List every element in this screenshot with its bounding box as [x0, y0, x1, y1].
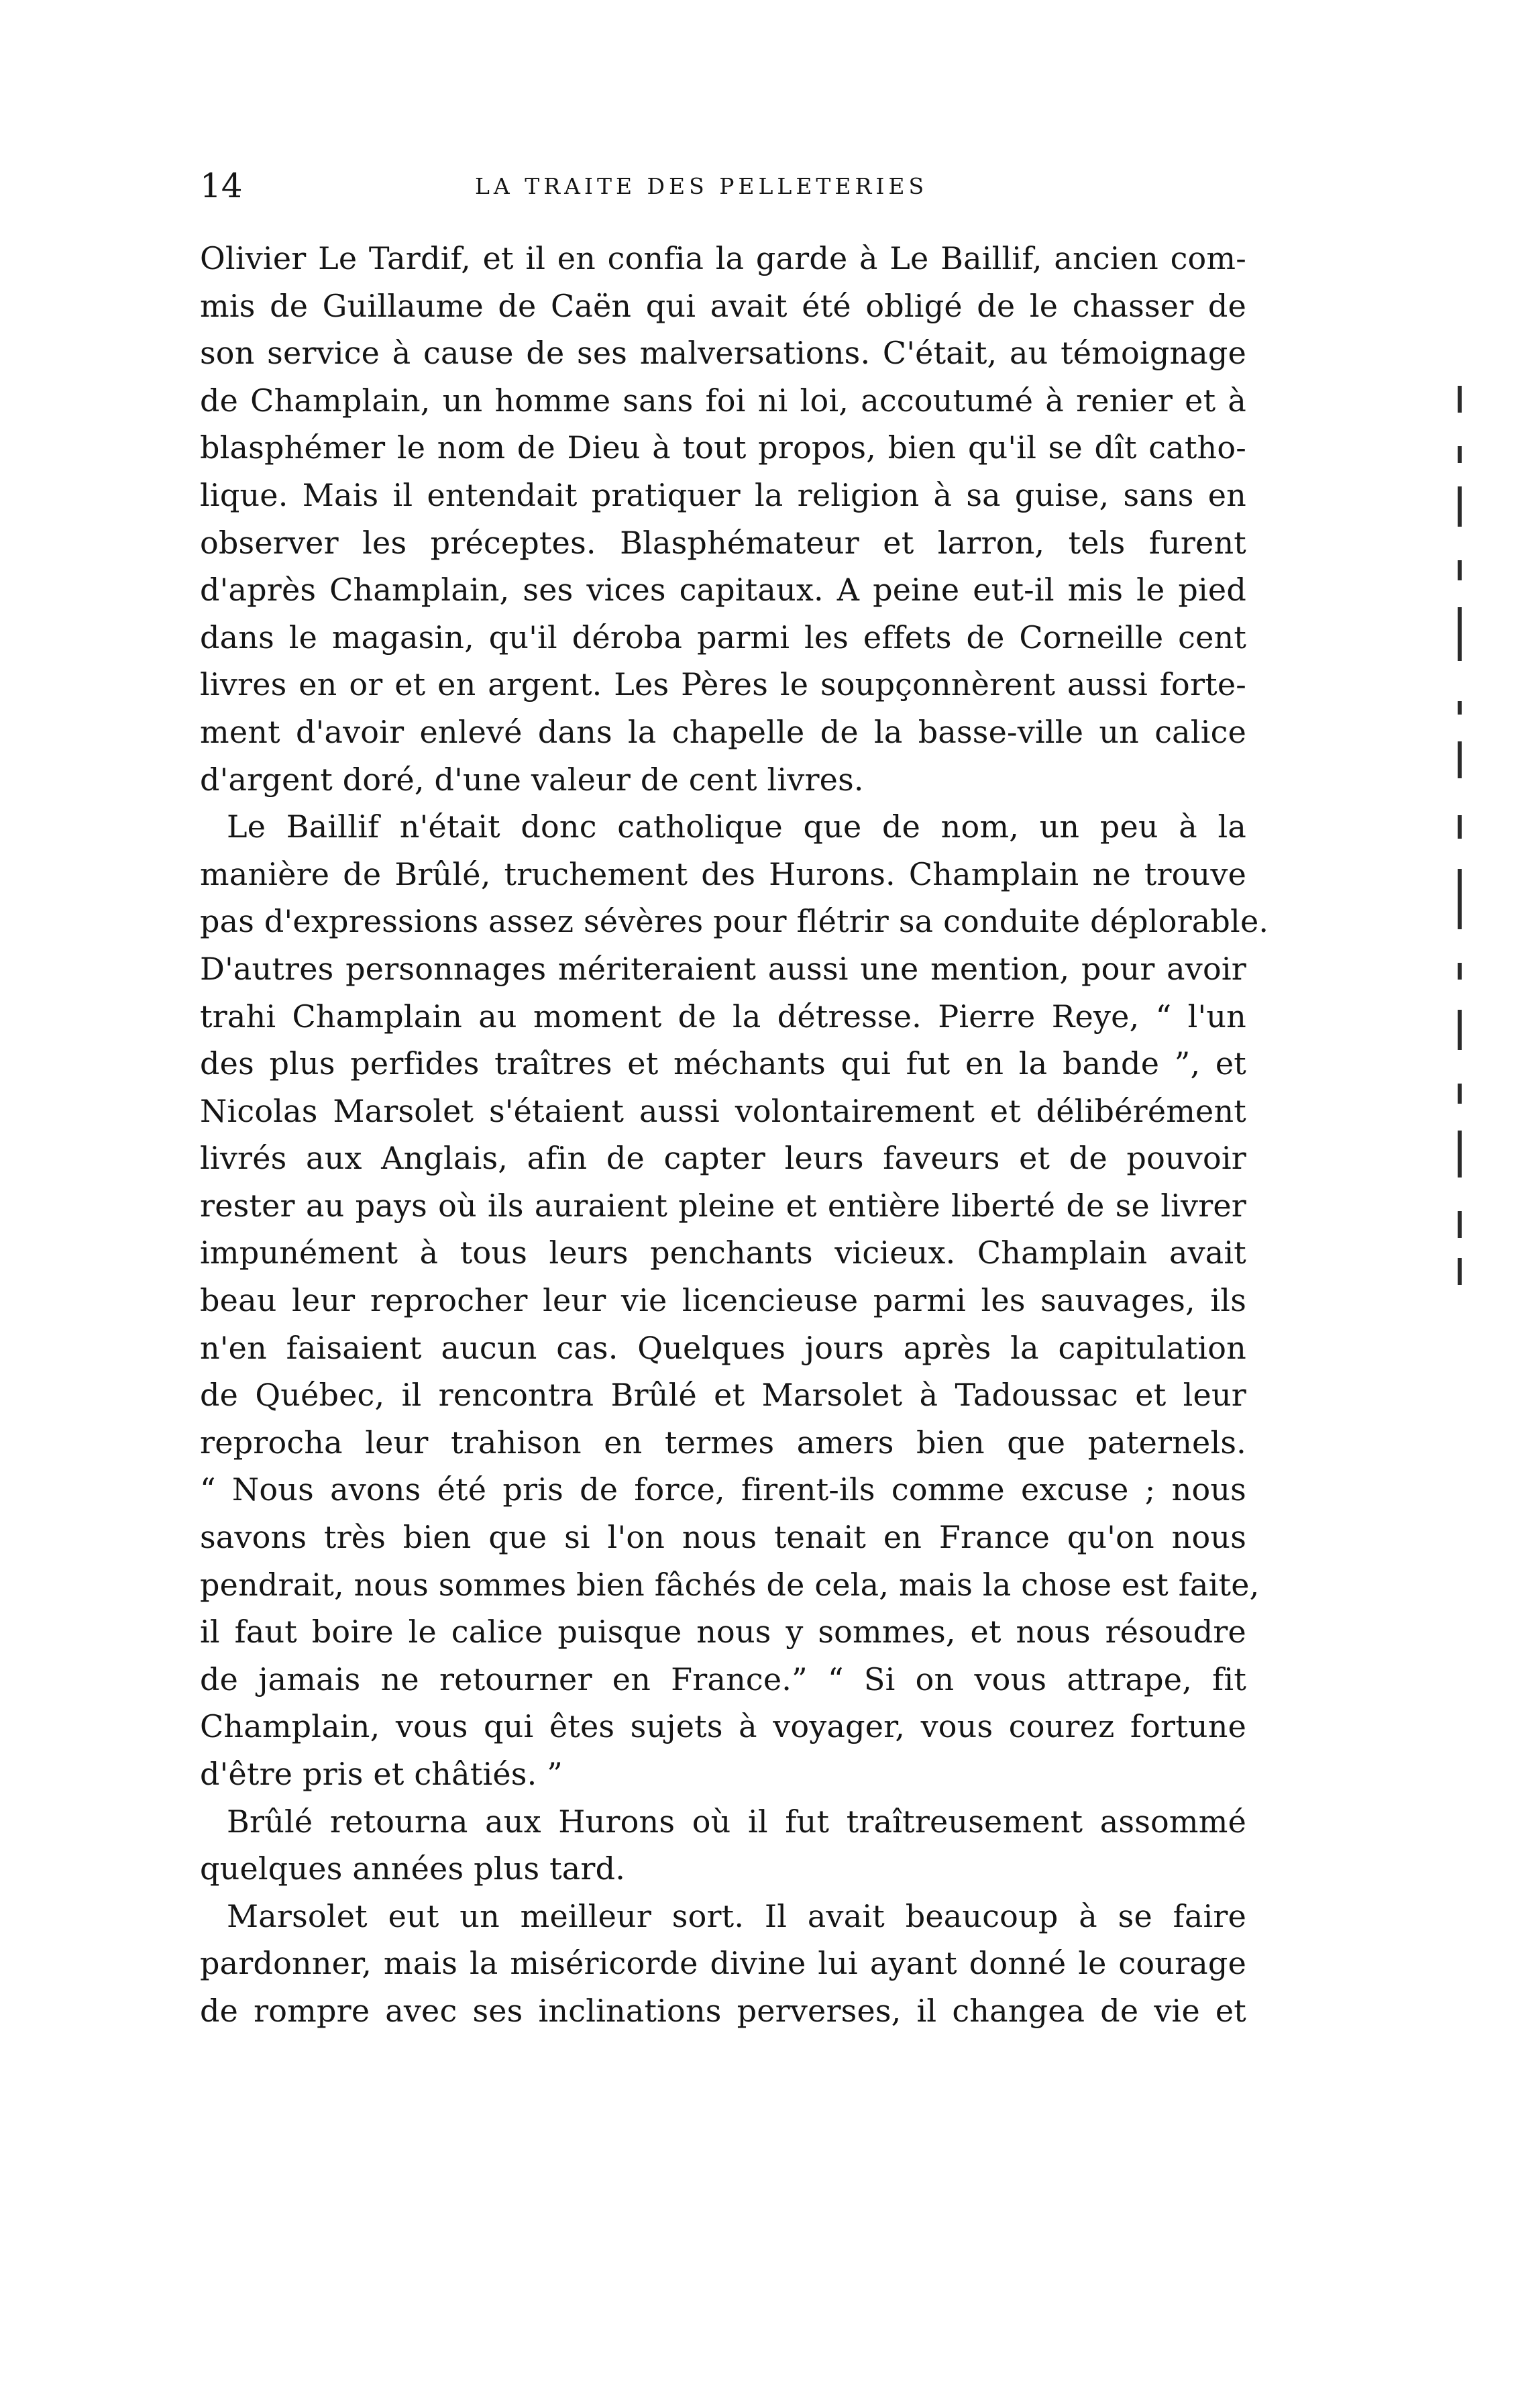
text-line: observer les préceptes. Blasphémateur et larron, tels furent [200, 524, 1246, 561]
text-line: rester au pays où ils auraient pleine et entière liberté de se livrer [200, 1187, 1246, 1224]
text-line: ment d'avoir enlevé dans la chapelle de la basse-ville un calice [200, 713, 1246, 750]
margin-mark [1458, 1211, 1462, 1238]
running-title: LA TRAITE DES PELLETERIES [475, 173, 928, 199]
text-line: de rompre avec ses inclinations perverses, il changea de vie et [200, 1992, 1246, 2029]
text-line: D'autres personnages mériteraient aussi une mention, pour avoir [200, 950, 1246, 987]
text-line: blasphémer le nom de Dieu à tout propos, bien qu'il se dît catho- [200, 429, 1246, 466]
margin-mark [1458, 1010, 1462, 1050]
text-line: d'après Champlain, ses vices capitaux. A peine eut-il mis le pied [200, 572, 1246, 609]
margin-mark [1458, 560, 1462, 580]
text-line: trahi Champlain au moment de la détresse. Pierre Reye, “ l'un [200, 998, 1246, 1035]
margin-mark [1458, 446, 1462, 463]
text-line: de Champlain, un homme sans foi ni loi, accoutumé à renier et à [200, 382, 1246, 419]
text-line: manière de Brûlé, truchement des Hurons. Champlain ne trouve [200, 855, 1246, 892]
text-line: savons très bien que si l'on nous tenait en France qu'on nous [200, 1519, 1246, 1556]
body-text [200, 235, 1269, 2035]
margin-mark [1458, 869, 1462, 929]
text-line: de jamais ne retourner en France.” “ Si on vous attrape, fit [200, 1661, 1246, 1697]
text-line: beau leur reprocher leur vie licencieuse parmi les sauvages, ils [200, 1282, 1246, 1319]
text-line: livres en or et en argent. Les Pères le soupçonnèrent aussi forte- [200, 666, 1246, 703]
text-line: reprocha leur trahison en termes amers bien que paternels. [200, 1424, 1246, 1461]
text-line: Champlain, vous qui êtes sujets à voyager, vous courez fortune [200, 1708, 1246, 1745]
margin-mark [1458, 963, 1462, 980]
margin-mark [1458, 1131, 1462, 1177]
margin-mark [1458, 1084, 1462, 1104]
text-line: dans le magasin, qu'il déroba parmi les effets de Corneille cent [200, 619, 1246, 656]
margin-mark [1458, 741, 1462, 778]
margin-mark [1458, 607, 1462, 661]
margin-mark [1458, 386, 1462, 413]
text-line: Brûlé retourna aux Hurons où il fut traîtreusement assommé [227, 1803, 1246, 1840]
text-line: Olivier Le Tardif, et il en confia la garde à Le Baillif, ancien com- [200, 240, 1246, 276]
text-line: pas d'expressions assez sévères pour flétrir sa conduite déplorable. [200, 903, 1269, 940]
text-line: lique. Mais il entendait pratiquer la religion à sa guise, sans en [200, 476, 1246, 513]
text-line: pendrait, nous sommes bien fâchés de cela, mais la chose est faite, [200, 1566, 1260, 1603]
text-line: mis de Guillaume de Caën qui avait été obligé de le chasser de [200, 287, 1246, 324]
text-line: il faut boire le calice puisque nous y sommes, et nous résoudre [200, 1614, 1246, 1651]
text-line: Marsolet eut un meilleur sort. Il avait beaucoup à se faire [227, 1897, 1246, 1934]
margin-mark [1458, 1258, 1462, 1285]
margin-mark [1458, 815, 1462, 839]
page-number: 14 [200, 166, 243, 205]
text-line: quelques années plus tard. [200, 1850, 626, 1887]
text-line: pardonner, mais la miséricorde divine lui ayant donné le courage [200, 1945, 1246, 1982]
text-line: de Québec, il rencontra Brûlé et Marsolet à Tadoussac et leur [200, 1377, 1246, 1414]
running-head [200, 162, 1246, 209]
text-line: Le Baillif n'était donc catholique que de nom, un peu à la [227, 808, 1246, 845]
text-line: des plus perfides traîtres et méchants qui fut en la bande ”, et [200, 1045, 1246, 1082]
text-line: livrés aux Anglais, afin de capter leurs faveurs et de pouvoir [200, 1140, 1246, 1177]
text-line: impunément à tous leurs penchants vicieux. Champlain avait [200, 1235, 1246, 1271]
text-line: Nicolas Marsolet s'étaient aussi volontairement et délibérément [200, 1092, 1246, 1129]
text-line: “ Nous avons été pris de force, firent-ils comme excuse ; nous [200, 1471, 1246, 1508]
text-line: n'en faisaient aucun cas. Quelques jours après la capitulation [200, 1329, 1246, 1366]
text-line: d'argent doré, d'une valeur de cent livres. [200, 761, 864, 798]
text-line: son service à cause de ses malversations. C'était, au témoignage [200, 335, 1246, 372]
margin-mark [1458, 701, 1462, 715]
scan-margin-marks [1458, 386, 1467, 1292]
margin-mark [1458, 486, 1462, 527]
text-line: d'être pris et châtiés. ” [200, 1756, 563, 1792]
